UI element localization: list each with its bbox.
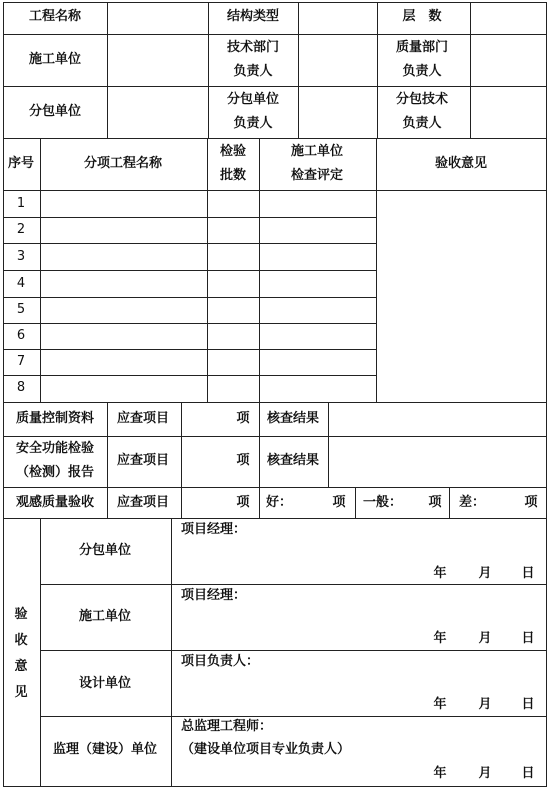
grid-line (376, 138, 377, 403)
row-number: 1 (16, 196, 26, 211)
col-check-header-2: 检查评定 (290, 168, 344, 183)
safety-label-2: （检测）报告 (15, 465, 95, 480)
date-year: 年 (433, 566, 447, 581)
grid-line (3, 270, 377, 271)
col-batches-header-2: 批数 (219, 168, 247, 183)
date-month: 月 (478, 766, 492, 781)
normal-label: 一般： (363, 495, 403, 510)
row-number: 6 (16, 328, 26, 343)
check-result-label: 核查结果 (266, 411, 320, 426)
signer-label: 项目经理： (181, 522, 247, 537)
item-unit: 项 (236, 453, 250, 468)
unit-name: 监理（建设）单位 (52, 742, 158, 757)
row-number: 8 (16, 380, 26, 395)
grid-line (3, 190, 547, 191)
grid-line (3, 297, 377, 298)
item-unit: 项 (236, 411, 250, 426)
grid-line (328, 402, 329, 488)
date-day: 日 (521, 566, 535, 581)
col-name-header: 分项工程名称 (83, 156, 163, 171)
grid-line (107, 2, 108, 139)
grid-line (207, 138, 208, 403)
signer-label: 项目经理： (181, 588, 247, 603)
col-no-header: 序号 (7, 156, 35, 171)
items-label: 应查项目 (116, 495, 170, 510)
check-result-label: 核查结果 (266, 453, 320, 468)
row-number: 5 (16, 302, 26, 317)
date-year: 年 (433, 697, 447, 712)
safety-label-1: 安全功能检验 (15, 441, 95, 456)
grid-line (40, 716, 547, 717)
date-month: 月 (478, 566, 492, 581)
grid-line (3, 34, 547, 35)
grid-line (3, 2, 547, 3)
control-docs-label: 质量控制资料 (15, 411, 95, 426)
date-day: 日 (521, 697, 535, 712)
grid-line (259, 138, 260, 403)
grid-line (3, 518, 547, 519)
grid-line (171, 518, 172, 787)
construction-unit-label: 施工单位 (28, 52, 82, 67)
row-number: 4 (16, 276, 26, 291)
tech-dept-head-label: 负责人 (233, 64, 273, 79)
date-month: 月 (478, 631, 492, 646)
item-unit: 项 (332, 495, 346, 510)
poor-label: 差： (459, 495, 486, 510)
date-day: 日 (521, 631, 535, 646)
grid-line (3, 349, 377, 350)
date-day: 日 (521, 766, 535, 781)
col-check-header-1: 施工单位 (290, 144, 344, 159)
unit-name: 施工单位 (78, 609, 132, 624)
items-label: 应查项目 (116, 411, 170, 426)
quality-dept-head-label: 负责人 (402, 64, 442, 79)
grid-line (377, 2, 378, 139)
subcontract-unit-label: 分包单位 (28, 104, 82, 119)
signer-label: 总监理工程师： (181, 719, 273, 734)
structure-type-label: 结构类型 (226, 9, 280, 24)
grid-line (3, 487, 547, 488)
item-unit: 项 (524, 495, 538, 510)
tech-dept-label: 技术部门 (226, 40, 280, 55)
items-label: 应查项目 (116, 453, 170, 468)
grid-line (208, 2, 209, 139)
grid-line (40, 650, 547, 651)
grid-line (3, 402, 547, 403)
floors-label: 层 数 (402, 9, 442, 24)
grid-line (107, 402, 108, 519)
grid-line (3, 786, 547, 787)
subcontract-tech-head-2: 负责人 (402, 116, 442, 131)
appearance-label: 观感质量验收 (15, 495, 95, 510)
grid-line (3, 138, 547, 139)
signer-sub-label: （建设单位项目专业负责人） (181, 742, 351, 757)
grid-line (470, 2, 471, 139)
grid-line (3, 243, 377, 244)
unit-name: 设计单位 (78, 676, 132, 691)
grid-line (40, 518, 41, 787)
grid-line (40, 584, 547, 585)
signer-label: 项目负责人： (181, 654, 260, 669)
quality-dept-label: 质量部门 (395, 40, 449, 55)
grid-line (181, 402, 182, 519)
col-opinion-header: 验收意见 (434, 156, 488, 171)
date-year: 年 (433, 631, 447, 646)
item-unit: 项 (236, 495, 250, 510)
project-name-label: 工程名称 (28, 9, 82, 24)
grid-line (259, 402, 260, 519)
grid-line (3, 375, 377, 376)
grid-line (3, 323, 377, 324)
date-month: 月 (478, 697, 492, 712)
grid-line (355, 487, 356, 519)
grid-line (449, 487, 450, 519)
grid-line (3, 2, 4, 787)
good-label: 好： (266, 495, 293, 510)
grid-line (298, 2, 299, 139)
subcontract-unit-head-2: 负责人 (233, 116, 273, 131)
grid-line (546, 2, 547, 787)
date-year: 年 (433, 766, 447, 781)
subcontract-unit-head-1: 分包单位 (226, 92, 280, 107)
grid-line (3, 436, 547, 437)
row-number: 7 (16, 354, 26, 369)
subcontract-tech-head-1: 分包技术 (395, 92, 449, 107)
acceptance-side-label: 验收意见 (14, 607, 28, 700)
grid-line (40, 138, 41, 403)
unit-name: 分包单位 (78, 543, 132, 558)
col-batches-header-1: 检验 (219, 144, 247, 159)
row-number: 2 (16, 222, 26, 237)
grid-line (3, 217, 377, 218)
grid-line (3, 86, 547, 87)
row-number: 3 (16, 249, 26, 264)
item-unit: 项 (428, 495, 442, 510)
